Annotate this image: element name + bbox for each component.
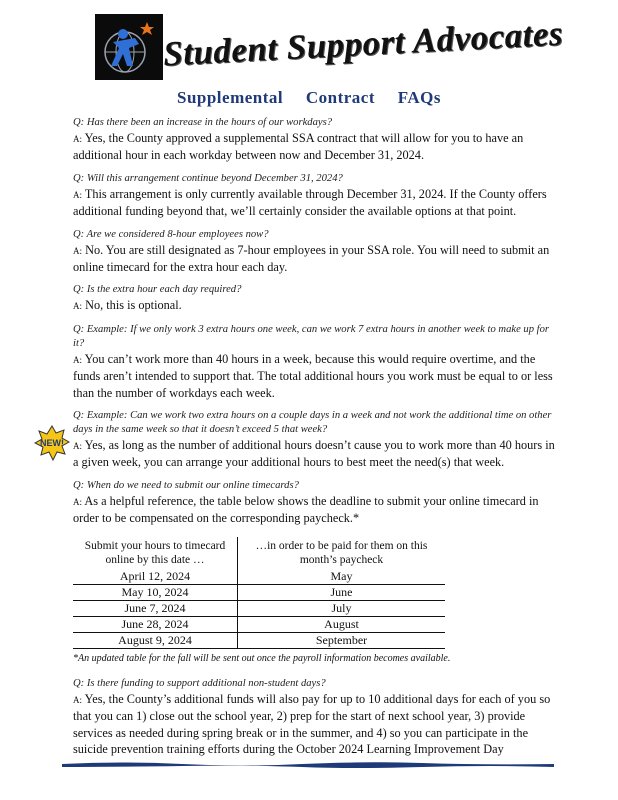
table-cell-date: August 9, 2024 — [73, 632, 238, 648]
table-row — [73, 584, 445, 600]
table-cell-month: June — [238, 584, 446, 600]
table-cell-month: August — [238, 616, 446, 632]
table-row — [73, 616, 445, 632]
faq-item — [73, 172, 559, 220]
faq-answer: A: Yes, as long as the number of additional hours doesn’t cause you to work more than 40 hours in a given week, you can arrange your additional hours to best meet the need(s) that week. — [73, 438, 555, 470]
header — [95, 13, 564, 84]
faq-item — [73, 283, 559, 314]
footer-brush-divider — [62, 760, 554, 768]
table-header-paycheck: …in order to be paid for them on this month’s paycheck — [255, 539, 428, 566]
new-badge-label: NEW! — [40, 438, 64, 448]
table-cell-month: July — [238, 600, 446, 616]
faq-answer: A: As a helpful reference, the table below shows the deadline to submit your online timecard in order to be compensated on the corresponding paycheck.* — [73, 493, 539, 526]
faq-item — [73, 323, 559, 401]
faq-item — [73, 228, 559, 276]
faq-answer: A: You can’t work more than 40 hours in a week, because this would require overtime, and the funds aren’t intended to support that. The total additional hours you work must be equal to or less than the number of workdays each week. — [73, 351, 553, 400]
faq-question: Q: Will this arrangement continue beyond December 31, 2024? — [73, 172, 343, 184]
logo-icon — [95, 14, 163, 80]
faq-question: Q: Is the extra hour each day required? — [73, 284, 242, 296]
table-cell-month: May — [330, 568, 353, 583]
faq-answer: A: Yes, the County approved a supplemental SSA contract that will allow for you to have an additional hour in each workday between now and December 31, 2024. — [73, 131, 524, 163]
brand-wordmark: Student Support Advocates — [162, 13, 564, 74]
page-title: Supplemental Contract FAQs — [176, 88, 441, 107]
faq-content — [73, 116, 559, 765]
faq-question: Q: Example: If we only work 3 extra hours one week, can we work 7 extra hours in another week to make up for it? — [73, 323, 550, 349]
faq-answer: A: No, this is optional. — [73, 298, 182, 313]
table-footnote: *An updated table for the fall will be sent out once the payroll information becomes available. — [73, 652, 451, 664]
faq-item — [73, 116, 559, 164]
table-cell-date: April 12, 2024 — [73, 569, 238, 585]
faq-answer: A: Yes, the County’s additional funds will also pay for up to 10 additional days for each of you so that you can 1) close out the school year, 2) prep for the start of next school year, 3) provide services as needed during spring break or in the summer, and 4) so you can participate in the suicide prevention training efforts during the October 2024 Learning Improvement Day — [73, 691, 551, 756]
faq-question: Q: Has there been an increase in the hours of our workdays? — [73, 117, 333, 128]
table-header-submit: Submit your hours to timecard online by this date … — [73, 537, 238, 569]
table-cell-date: June 7, 2024 — [73, 600, 238, 616]
new-badge-icon — [34, 425, 70, 461]
faq-item — [73, 409, 559, 471]
table-row — [73, 632, 445, 648]
faq-item — [73, 479, 559, 667]
faq-item — [73, 677, 559, 758]
faq-answer: A: This arrangement is only currently available through December 31, 2024. If the County offers additional funding beyond that, we’ll certainly consider the available options at that point. — [73, 186, 547, 219]
faq-question: Q: Are we considered 8-hour employees now? — [73, 228, 269, 240]
table-row — [73, 600, 445, 616]
table-cell-month: September — [238, 632, 446, 648]
faq-question: Q: Is there funding to support additional non-student days? — [73, 677, 326, 689]
table-row — [73, 569, 445, 585]
table-cell-date: June 28, 2024 — [73, 616, 238, 632]
faq-answer: A: No. You are still designated as 7-hour employees in your SSA role. You will need to submit an online timecard for the extra hour each day. — [73, 242, 550, 275]
faq-question: Q: When do we need to submit our online timecards? — [73, 479, 299, 491]
table-cell-date: May 10, 2024 — [73, 584, 238, 600]
deadline-table — [73, 537, 445, 649]
faq-question: Q: Example: Can we work two extra hours on a couple days in a week and not work the additional time on other days in the same week so that it doesn’t exceed 5 that week? — [73, 410, 552, 436]
